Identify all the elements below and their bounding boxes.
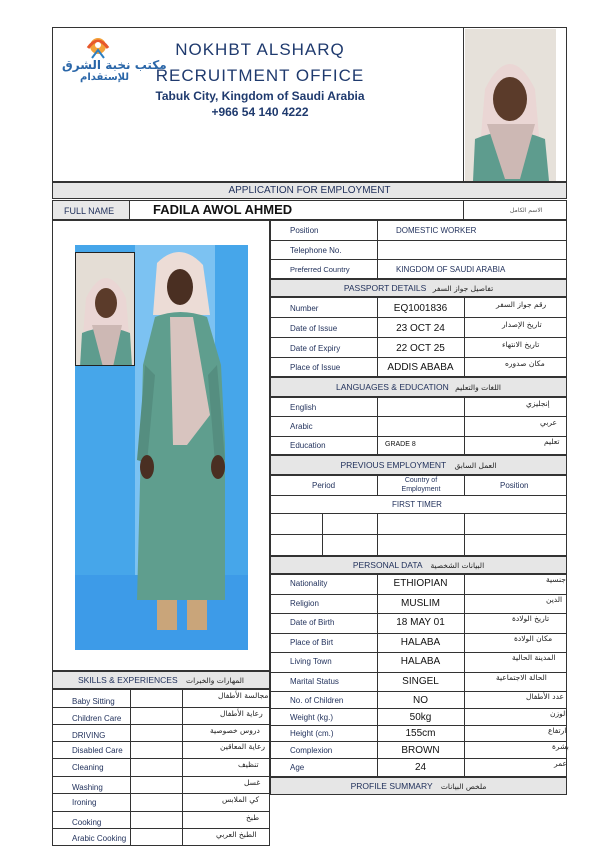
position-label: Position — [290, 226, 319, 235]
passport-section-title — [270, 279, 567, 297]
weight-arabic: الوزن — [550, 709, 568, 718]
children-label: No. of Children — [290, 696, 344, 705]
skill-cleaning: Cleaning — [72, 763, 104, 772]
employment-first-timer: FIRST TIMER — [392, 500, 442, 509]
birth-date-value: 18 MAY 01 — [396, 617, 445, 628]
issue-place-arabic: مكان صدوره — [505, 359, 545, 368]
height-label: Height (cm.) — [290, 729, 334, 738]
age-value: 24 — [414, 762, 427, 773]
inset-image — [76, 253, 135, 366]
living-town-arabic: المدينة الحالية — [512, 653, 556, 662]
skills-title: SKILLS & EXPERIENCES — [77, 675, 178, 685]
marital-status-arabic: الحالة الاجتماعية — [496, 673, 547, 682]
english-label: English — [290, 403, 317, 412]
profile-summary-title — [270, 777, 567, 795]
personal-title: PERSONAL DATA — [352, 560, 423, 570]
employment-country-header: Country of Employment — [401, 477, 441, 493]
inset-photo — [75, 252, 135, 366]
age-label: Age — [290, 763, 305, 772]
skill-disabled-care: Disabled Care — [72, 746, 123, 755]
weight-label: Weight (kg.) — [290, 713, 333, 722]
issue-date-arabic: تاريخ الإصدار — [502, 320, 542, 329]
skill-driving-arabic: دروس خصوصية — [210, 726, 260, 735]
complexion-value: BROWN — [401, 745, 440, 756]
skill-children-care: Children Care — [72, 714, 122, 723]
marital-status-label: Marital Status — [290, 677, 339, 686]
company-city: Tabuk City, Kingdom of Saudi Arabia — [155, 89, 365, 103]
skill-cooking: Cooking — [72, 818, 102, 827]
religion-value: MUSLIM — [401, 598, 440, 609]
skill-driving: DRIVING — [72, 731, 106, 740]
weight-value: 50kg — [409, 712, 432, 723]
languages-title: LANGUAGES & EDUCATION — [336, 382, 449, 392]
skill-baby-sitting: Baby Sitting — [72, 697, 115, 706]
issue-place-label: Place of Issue — [290, 363, 341, 372]
profile-summary-label: PROFILE SUMMARY — [350, 781, 433, 791]
skill-cleaning-arabic: تنظيف — [238, 760, 259, 769]
passport-number-label: Number — [290, 304, 319, 313]
marital-status-value: SINGEL — [402, 676, 439, 687]
passport-title-arabic: تفاصيل جواز السفر — [432, 284, 494, 293]
skills-section-title — [52, 671, 270, 689]
skill-arabic-cooking: Arabic Cooking — [72, 834, 127, 843]
height-arabic: ارتفاع — [548, 726, 567, 735]
telephone-label: Telephone No. — [290, 246, 342, 255]
arabic-label: Arabic — [290, 422, 313, 431]
skill-washing-arabic: غسل — [244, 778, 261, 787]
living-town-value: HALABA — [400, 656, 441, 667]
profile-summary-arabic: ملخص البيانات — [440, 782, 487, 791]
nationality-arabic: جنسية — [546, 575, 566, 584]
full-name-label: FULL NAME — [64, 206, 115, 216]
portrait-image — [465, 29, 556, 181]
skill-ironing-arabic: كي الملابس — [222, 795, 260, 804]
expiry-date-value: 22 OCT 25 — [396, 343, 445, 354]
children-value: NO — [413, 695, 428, 706]
employment-period-header: Period — [312, 481, 336, 490]
complexion-label: Complexion — [290, 746, 333, 755]
height-value: 155cm — [405, 728, 436, 739]
education-arabic: تعليم — [544, 437, 560, 446]
skill-children-care-arabic: رعاية الأطفال — [220, 709, 263, 718]
employment-position-header: Position — [500, 481, 529, 490]
expiry-date-arabic: تاريخ الانتهاء — [502, 340, 540, 349]
languages-section-title — [270, 377, 567, 397]
logo-arabic-sub: للإستقدام — [80, 72, 129, 83]
full-name-arabic: الاسم الكامل — [510, 207, 543, 214]
employment-title: PREVIOUS EMPLOYMENT — [340, 460, 447, 470]
expiry-date-label: Date of Expiry — [290, 344, 341, 353]
nationality-label: Nationality — [290, 579, 328, 588]
country-label: Preferred Country — [290, 265, 350, 274]
skill-baby-sitting-arabic: مجالسة الأطفال — [218, 691, 269, 700]
arabic-arabic: عربي — [540, 418, 557, 427]
education-label: Education — [290, 441, 326, 450]
birth-place-value: HALABA — [400, 637, 441, 648]
skill-disabled-care-arabic: رعاية المعاقين — [220, 742, 266, 751]
portrait-photo — [465, 29, 556, 181]
birth-place-label: Place of Birt — [290, 638, 334, 647]
age-arabic: عمر — [554, 759, 567, 768]
skills-title-arabic: المهارات والخبرات — [186, 676, 245, 685]
country-value: KINGDOM OF SAUDI ARABIA — [396, 265, 506, 274]
personal-title-arabic: البيانات الشخصية — [430, 561, 485, 570]
living-town-label: Living Town — [290, 657, 332, 666]
skill-arabic-cooking-arabic: الطبخ العربي — [216, 830, 257, 839]
children-arabic: عدد الأطفال — [526, 692, 564, 701]
passport-number-value: EQ1001836 — [393, 303, 448, 314]
issue-date-label: Date of Issue — [290, 324, 338, 333]
issue-place-value: ADDIS ABABA — [387, 362, 454, 373]
religion-arabic: الدين — [546, 595, 563, 604]
religion-label: Religion — [290, 599, 319, 608]
personal-section-title — [270, 556, 567, 574]
birth-date-label: Date of Birth — [290, 618, 335, 627]
birth-date-arabic: تاريخ الولادة — [512, 614, 550, 623]
company-name: NOKHBT ALSHARQ — [175, 40, 345, 59]
logo-arabic-text: مكتب نخبة الشرق — [62, 58, 167, 72]
english-arabic: إنجليزي — [526, 399, 550, 408]
skill-ironing: Ironing — [72, 798, 97, 807]
employment-section-title — [270, 455, 567, 475]
skill-washing: Washing — [72, 783, 103, 792]
employment-title-arabic: العمل السابق — [454, 461, 497, 470]
languages-title-arabic: اللغات والتعليم — [455, 383, 501, 392]
education-value: GRADE 8 — [385, 441, 416, 448]
company-office: RECRUITMENT OFFICE — [155, 66, 365, 85]
company-phone: +966 54 140 4222 — [211, 105, 309, 119]
birth-place-arabic: مكان الولادة — [514, 634, 553, 643]
position-value: DOMESTIC WORKER — [396, 226, 477, 235]
full-name-value: FADILA AWOL AHMED — [153, 202, 293, 217]
complexion-arabic: بشرة — [552, 742, 569, 751]
passport-title: PASSPORT DETAILS — [343, 283, 427, 293]
passport-number-arabic: رقم جواز السفر — [496, 300, 547, 309]
nationality-value: ETHIOPIAN — [393, 578, 448, 589]
form-title: APPLICATION FOR EMPLOYMENT — [52, 182, 567, 199]
issue-date-value: 23 OCT 24 — [396, 323, 445, 334]
skill-cooking-arabic: طبخ — [246, 813, 260, 822]
